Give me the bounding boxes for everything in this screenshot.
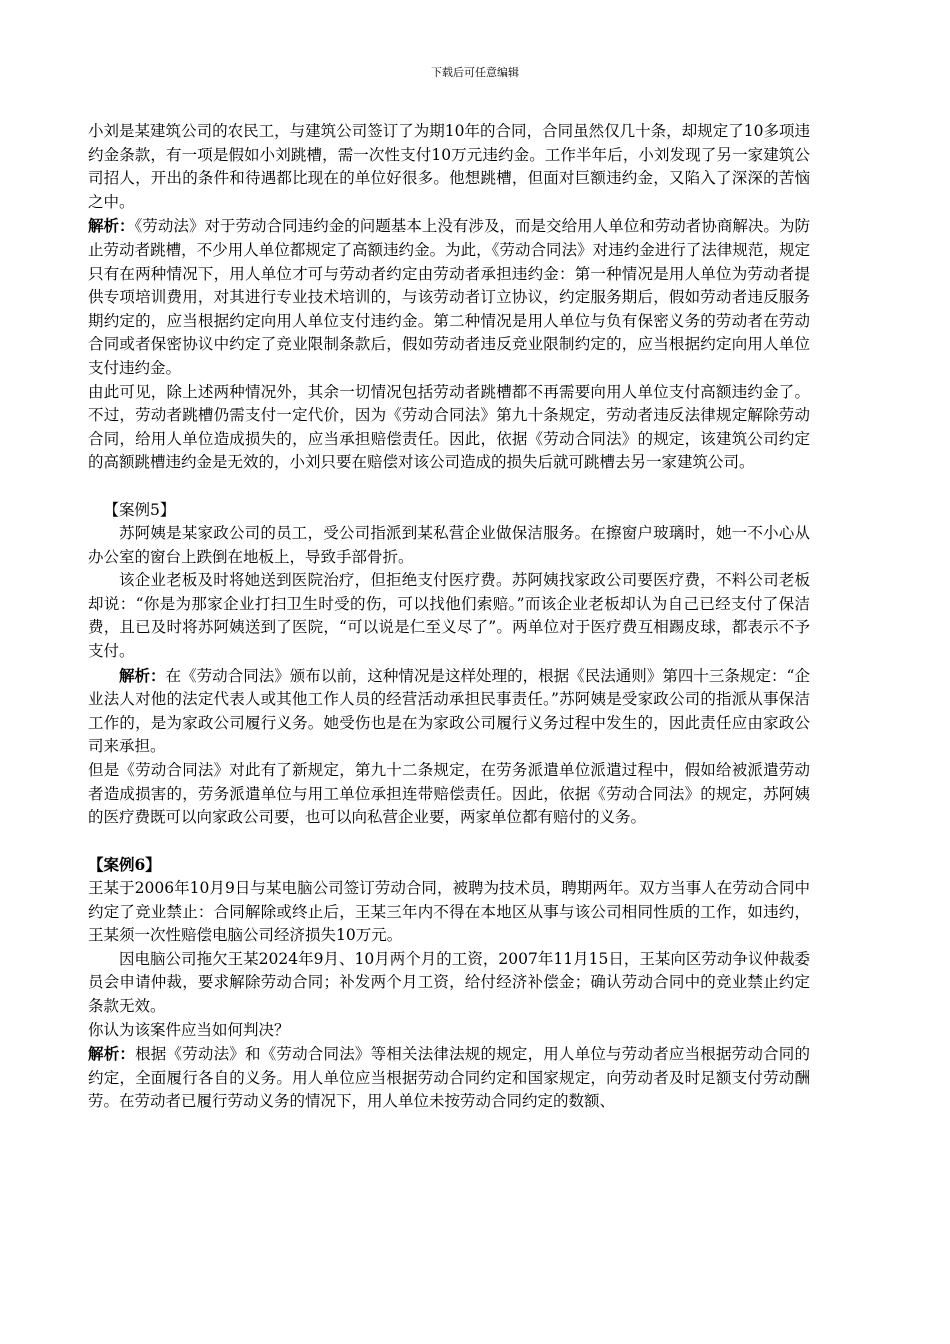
analysis-text: 根据《劳动法》和《劳动合同法》等相关法律法规的规定，用人单位与劳动者应当根据劳动合同的约定，全面履行各自的义务。用人单位应当根据劳动合同约定和国家规定，向劳动者及时足额支付劳动酬劳。在劳动者已履行劳动义务的情况下，用人单位未按劳动合同约定的数额、 <box>88 1045 810 1111</box>
case5-conclusion: 但是《劳动合同法》对此有了新规定，第九十二条规定，在劳务派遣单位派遣过程中，假如给被派遣劳动者造成损害的，劳务派遣单位与用工单位承担连带赔偿责任。因此，依据《劳动合同法》的规定，苏阿姨的医疗费既可以向家政公司要，也可以向私营企业要，两家单位都有赔付的义务。 <box>88 761 810 827</box>
case6-paragraph-2: 因电脑公司拖欠王某2024年9月、10月两个月的工资，2007年11月15日，王某向区劳动争议仲裁委员会申请仲裁，要求解除劳动合同；补发两个月工资，给付经济补偿金；确认劳动合同中的竞业禁止约定条款无效。 <box>88 949 810 1015</box>
case5-paragraph-2: 该企业老板及时将她送到医院治疗，但拒绝支付医疗费。苏阿姨找家政公司要医疗费，不料公司老板却说：“你是为那家企业打扫卫生时受的伤，可以找他们索赔。”而该企业老板却认为自己已经支付了保洁费，且已及时将苏阿姨送到了医院，“可以说是仁至义尽了”。两单位对于医疗费互相踢皮球，都表示不予支付。 <box>88 571 810 661</box>
analysis-text: 在《劳动合同法》颁布以前，这种情况是这样处理的，根据《民法通则》第四十三条规定：“企业法人对他的法定代表人或其他工作人员的经营活动承担民事责任。”苏阿姨是受家政公司的指派从事保洁工作的，是为家政公司履行义务。她受伤也是在为家政公司履行义务过程中发生的，因此责任应由家政公司来承担。 <box>88 666 810 756</box>
case6-paragraph-1: 王某于2006年10月9日与某电脑公司签订劳动合同，被聘为技术员，聘期两年。双方当事人在劳动合同中约定了竞业禁止：合同解除或终止后，王某三年内不得在本地区从事与该公司相同性质的工作，如违约，王某须一次性赔偿电脑公司经济损失10万元。 <box>88 879 810 945</box>
case5-analysis <box>88 664 810 759</box>
case5-title: 【案例5】 <box>103 500 176 519</box>
case5-paragraph-1: 苏阿姨是某家政公司的员工，受公司指派到某私营企业做保洁服务。在擦窗户玻璃时，她一不小心从办公室的窗台上跌倒在地板上，导致手部骨折。 <box>88 524 810 566</box>
case6-analysis <box>88 1042 810 1114</box>
spacer <box>88 475 810 499</box>
document-body <box>88 120 810 1114</box>
case4-conclusion: 由此可见，除上述两种情况外，其余一切情况包括劳动者跳槽都不再需要向用人单位支付高额违约金了。不过，劳动者跳槽仍需支付一定代价，因为《劳动合同法》第九十条规定，劳动者违反法律规定解除劳动合同，给用人单位造成损失的，应当承担赔偿责任。因此，依据《劳动合同法》的规定，该建筑公司约定的高额跳槽违约金是无效的，小刘只要在赔偿对该公司造成的损失后就可跳槽去另一家建筑公司。 <box>88 382 810 472</box>
case4-analysis <box>88 214 810 380</box>
analysis-label: 解析： <box>119 665 166 685</box>
analysis-label: 解析： <box>88 1044 136 1064</box>
analysis-label: 解析： <box>88 216 135 236</box>
analysis-text: 《劳动法》对于劳动合同违约金的问题基本上没有涉及，而是交给用人单位和劳动者协商解决。为防止劳动者跳槽，不少用人单位都规定了高额违约金。为此，《劳动合同法》对违约金进行了法律规范，规定只有在两种情况下，用人单位才可与劳动者约定由劳动者承担违约金：第一种情况是用人单位为劳动者提供专项培训费用，对其进行专业技术培训的，与该劳动者订立协议，约定服务期后，假如劳动者违反服务期约定的，应当根据约定向用人单位支付违约金。第二种情况是用人单位与负有保密义务的劳动者在劳动合同或者保密协议中约定了竞业限制条款后，假如劳动者违反竞业限制约定的，应当根据约定向用人单位支付违约金。 <box>88 217 810 377</box>
case6-title: 【案例6】 <box>88 855 161 875</box>
case4-story: 小刘是某建筑公司的农民工，与建筑公司签订了为期10年的合同，合同虽然仅几十条，却规定了10多项违约金条款，有一项是假如小刘跳槽，需一次性支付10万元违约金。工作半年后，小刘发现了另一家建筑公司招人，开出的条件和待遇都比现在的单位好很多。他想跳槽，但面对巨额违约金，又陷入了深深的苦恼之中。 <box>88 122 810 211</box>
spacer <box>88 830 810 854</box>
page-header: 下载后可任意编辑 <box>431 66 519 79</box>
case6-question: 你认为该案件应当如何判决？ <box>88 1020 290 1039</box>
